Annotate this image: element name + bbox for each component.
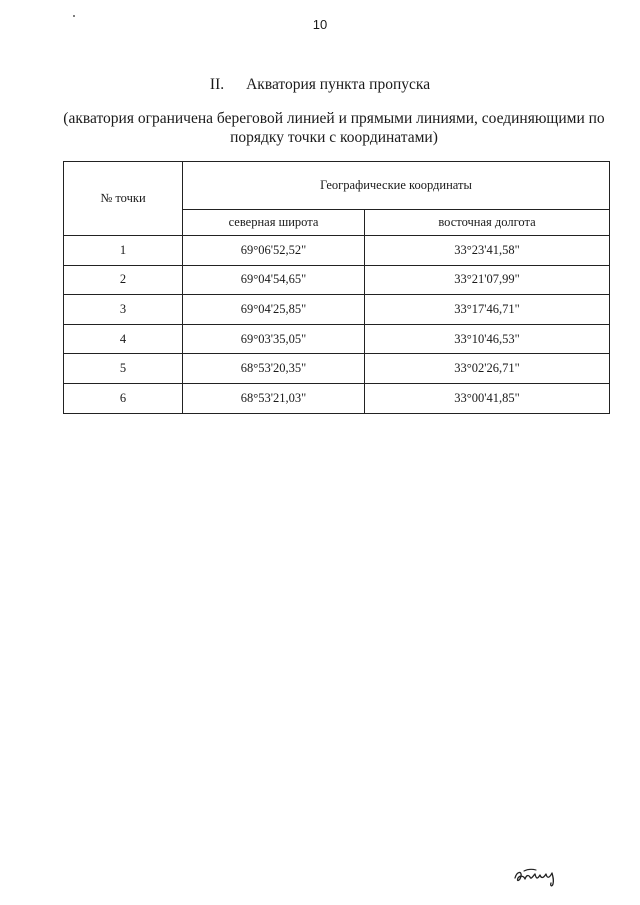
longitude-cell: 33°02'26,71" <box>365 354 610 384</box>
point-number-cell: 4 <box>64 324 183 354</box>
latitude-cell: 69°04'54,65" <box>183 265 365 295</box>
header-geographic-coordinates: Географические координаты <box>183 162 610 210</box>
table-row <box>64 324 610 354</box>
latitude-cell: 69°06'52,52" <box>183 236 365 266</box>
table-row <box>64 354 610 384</box>
header-latitude: северная широта <box>183 210 365 236</box>
longitude-cell: 33°00'41,85" <box>365 383 610 413</box>
handwritten-signature <box>512 862 560 890</box>
longitude-cell: 33°10'46,53" <box>365 324 610 354</box>
longitude-cell: 33°17'46,71" <box>365 295 610 325</box>
longitude-cell: 33°21'07,99" <box>365 265 610 295</box>
latitude-cell: 68°53'21,03" <box>183 383 365 413</box>
table-row <box>64 265 610 295</box>
section-heading <box>0 76 640 94</box>
point-number-cell: 3 <box>64 295 183 325</box>
point-number-cell: 2 <box>64 265 183 295</box>
longitude-cell: 33°23'41,58" <box>365 236 610 266</box>
section-subtitle: (акватория ограничена береговой линией и прямыми линиями, соединяющими по порядку точки с координатами) <box>63 110 605 146</box>
table-row <box>64 236 610 266</box>
latitude-cell: 68°53'20,35" <box>183 354 365 384</box>
section-numeral: II. <box>209 76 225 93</box>
table-row <box>64 295 610 325</box>
header-longitude: восточная долгота <box>365 210 610 236</box>
point-number-cell: 5 <box>64 354 183 384</box>
header-point-number: № точки <box>64 162 183 236</box>
table-row <box>64 383 610 413</box>
coordinates-table <box>63 161 610 414</box>
page-number: 10 <box>312 17 328 32</box>
section-title: Акватория пункта пропуска <box>246 76 431 93</box>
latitude-cell: 69°04'25,85" <box>183 295 365 325</box>
latitude-cell: 69°03'35,05" <box>183 324 365 354</box>
point-number-cell: 6 <box>64 383 183 413</box>
point-number-cell: 1 <box>64 236 183 266</box>
